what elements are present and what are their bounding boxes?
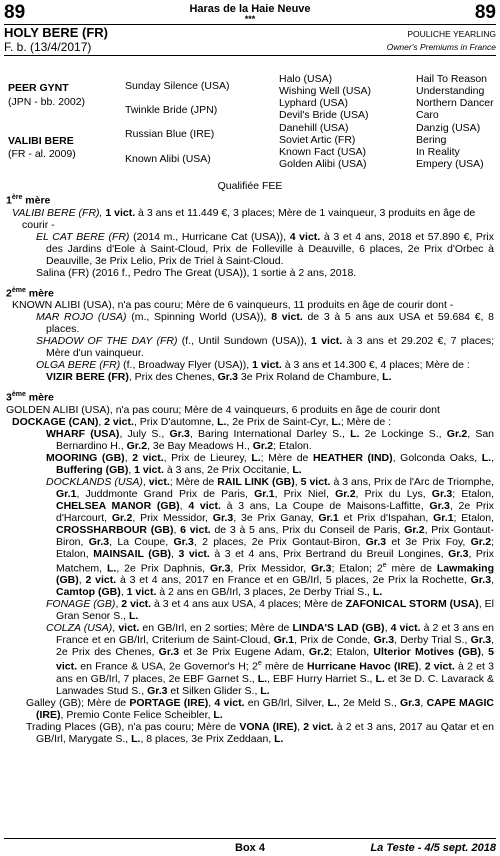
bold-text: WHARF (USA) — [46, 427, 120, 440]
bold-text: Gr.3 — [169, 427, 190, 440]
heading-sup: ère — [11, 194, 23, 201]
sire-name: PEER GYNT — [8, 82, 69, 94]
text: , — [115, 598, 122, 610]
text: (m., Spinning World (USA)), — [126, 311, 272, 323]
produce-name: EL CAT BERE (FR) — [36, 230, 130, 243]
heading-word: mère — [25, 287, 54, 299]
text: , Prix de Conde, — [294, 634, 374, 646]
bold-text: Gr.3 — [470, 574, 492, 586]
bold-text: CROSSHARBOUR (GB) — [56, 523, 174, 536]
text: à 2 et 3 ans, 2017 au Qatar et en GB/Irl, Marygate S., — [36, 720, 494, 745]
text: , — [171, 547, 179, 560]
text: , EBF Hurry Harriet S., — [267, 672, 376, 685]
third-dam-line — [6, 416, 494, 428]
wins: 1 vict. — [102, 206, 136, 219]
text: , 2 places, 2e Prix Gontaut-Biron, — [193, 535, 366, 548]
bold-text: Gr.2 — [446, 427, 468, 440]
text: , Prix D'automne, — [133, 415, 218, 428]
consignor-stars: *** — [244, 14, 256, 24]
text: à 3 et 4 ans, Prix Bertrand du Breuil Longines, — [209, 547, 449, 560]
gen4-2: Understanding — [416, 85, 485, 97]
text: , — [294, 475, 301, 488]
gen3-6: Soviet Artic (FR) — [279, 134, 356, 146]
text: , — [491, 451, 494, 464]
bold-text: 4 vict. — [188, 499, 221, 512]
heading-sup: ème — [11, 391, 26, 398]
italic-text: COLZA (USA) — [46, 622, 113, 634]
text: Galley (GB); Mère de — [26, 696, 130, 709]
bold-text: L. — [260, 684, 270, 697]
bold-text: L. — [331, 415, 341, 428]
bold-text: ZAFONICAL STORM (USA) — [345, 598, 479, 610]
text: ; Mère de : — [340, 415, 392, 428]
bold-text: Gr.3 — [311, 562, 332, 574]
bold-text: HEATHER (IND) — [312, 451, 393, 464]
bold-text: L. — [372, 586, 383, 598]
text: , — [128, 463, 135, 476]
gen4-8: Empery (USA) — [416, 158, 484, 170]
second-dam-produce-2 — [6, 335, 494, 359]
bold-text: Gr.1 — [254, 487, 275, 500]
third-dam-produce-list — [6, 416, 494, 745]
bold-text: 2 vict. — [104, 415, 134, 428]
heading-number: 2 — [6, 287, 12, 299]
text: 2e Lockinge S., — [359, 427, 447, 440]
italic-text: FONAGE (GB) — [46, 598, 116, 610]
text: , — [481, 646, 489, 658]
consignor-name: Haras de la Haie Neuve — [189, 3, 311, 15]
bold-text: 1 vict. — [126, 586, 157, 598]
text: , — [98, 415, 105, 428]
sire-info: (JPN - bb. 2002) — [8, 96, 86, 108]
bold-text: Gr.1 — [318, 511, 339, 524]
gen2-1: Sunday Silence (USA) — [125, 80, 230, 92]
third-dam-line — [6, 598, 494, 622]
bold-text: L. — [327, 696, 337, 709]
wins: 8 vict. — [271, 311, 303, 323]
bold-text: 4 vict. — [214, 696, 245, 709]
gen4-6: Bering — [416, 134, 447, 146]
bold-text: L. — [292, 463, 302, 476]
wins: 1 vict. — [252, 359, 282, 371]
text: , Prix Matchem, — [56, 547, 495, 574]
bold-text: Gr.3 — [147, 684, 168, 697]
text: , La Coupe, — [109, 535, 174, 548]
text: (2014 m., Hurricane Cat (USA)), — [129, 230, 290, 243]
text: à 3 ans, Prix de l'Arc de Triomphe, — [330, 475, 494, 488]
text: , — [384, 622, 391, 634]
text: , 2e Prix Daphnis, — [116, 562, 210, 574]
bold-text: Gr.2 — [470, 535, 492, 548]
footer-box: Box 4 — [235, 842, 265, 854]
text: et Prix d'Ispahan, — [338, 511, 434, 524]
bold-text: 5 vict. — [300, 475, 331, 488]
bold-text: VONA (IRE) — [239, 720, 298, 733]
horse-name: HOLY BERE (FR) — [4, 25, 109, 40]
third-dam-line — [6, 697, 494, 721]
second-dam-heading — [6, 285, 494, 300]
text: ; Mère de — [169, 475, 218, 488]
text: (f., Broadway Flyer (USA)), — [120, 359, 253, 371]
bold-text: Hurricane Havoc (IRE) — [307, 660, 419, 673]
bold-text: L. — [213, 708, 223, 721]
bold-text: RAIL LINK (GB) — [217, 475, 295, 488]
text: , Prix des Chenes, — [128, 371, 218, 383]
text: , Derby Trial S., — [394, 634, 471, 646]
text: , 3e Prix Ganay, — [233, 511, 319, 524]
text: et 3e D. C. Lavarack & Lanwades Stud S., — [56, 672, 494, 697]
bold-text: L. — [481, 451, 492, 464]
grade: L. — [382, 371, 392, 383]
bold-text: Gr.3 — [470, 634, 492, 646]
third-dam-line — [6, 721, 494, 745]
bold-text: MOORING (GB) — [46, 451, 125, 464]
bold-text: CAPE MAGIC (IRE) — [36, 696, 494, 721]
text: à 2 et 3 ans en France et en GB/Irl, Criterium de Saint-Cloud, — [56, 622, 494, 646]
bold-text: Gr.2 — [404, 523, 425, 536]
bold-text: 6 vict. — [180, 523, 211, 536]
bold-text: 2 vict. — [121, 598, 152, 610]
text: , Prix Messidor, — [230, 562, 312, 574]
bold-text: 1 vict. — [134, 463, 164, 476]
third-dam-line — [6, 476, 494, 599]
bold-text: L. — [274, 732, 284, 745]
bold-text: Gr.3 — [373, 634, 395, 646]
text: et 3e Prix Foy, — [386, 535, 471, 548]
text: à 2 et 3 ans en GB/Irl, 7 places, 2e EBF Garnet S., — [56, 660, 494, 685]
text: ; Etalon, — [453, 511, 494, 524]
bold-text: 2 vict. — [424, 660, 455, 673]
bold-text: Ulterior Motives (GB) — [373, 646, 482, 658]
text: ; Etalon, — [329, 646, 374, 658]
horse-category: POULICHE YEARLING — [407, 29, 496, 39]
heading-sup: ème — [11, 286, 26, 294]
text: de 3 à 5 ans aux USA et 59.684 €, 8 places. — [46, 311, 495, 335]
text: ; Etalon. — [273, 439, 312, 452]
bold-text: 3 vict. — [178, 547, 210, 560]
gen2-3: Russian Blue (IRE) — [125, 128, 215, 140]
bold-text: MAINSAIL (GB) — [93, 547, 172, 560]
pedigree-notes — [6, 192, 494, 745]
text: , Prix de Lieurey, — [163, 451, 252, 464]
text: e — [257, 660, 262, 667]
bold-text: Gr.2 — [252, 439, 274, 452]
bold-text: vict. — [148, 475, 170, 488]
text: à 3 ans, 2e Prix Occitanie, — [163, 463, 293, 476]
text: à 3 et 4 ans, 2018 et 57.890 €, Prix des Jardins d'Eole à Saint-Cloud, Prix de Folleville à Deauville, 6 places, 2e Prix d'Orbec à Deauville, 3e Prix Lelio, Prix de Triel à Saint-Cloud. — [46, 230, 494, 267]
bold-text: L. — [217, 415, 227, 428]
text: , El Gran Senor S., — [56, 598, 494, 622]
bold-text: PORTAGE (IRE) — [129, 696, 209, 709]
text: (f., Until Sundown (USA)), — [177, 335, 312, 347]
bold-text: Gr.3 — [158, 646, 180, 658]
heading-number: 3 — [6, 391, 12, 404]
gen2-2: Twinkle Bride (JPN) — [125, 104, 218, 116]
heading-word: mère — [25, 391, 54, 404]
text: à 3 ans et 29.202 €, 7 places; Mère d'un vainqueur. — [46, 335, 494, 359]
third-dam-line — [6, 452, 494, 476]
gen3-4: Devil's Bride (USA) — [279, 109, 369, 121]
text: à 3 ans et 11.449 €, 3 places; Mère de 1 vainqueur, 3 produits en âge de courir - — [22, 206, 476, 231]
bold-text: 5 vict. — [56, 646, 494, 673]
text: et 3e Prix Eugene Adam, — [179, 646, 309, 658]
second-dam-intro: KNOWN ALIBI (USA), n'a pas couru; Mère de 6 vainqueurs, 11 produits en âge de courir dont - — [12, 299, 454, 311]
text: , San Bernardino H., — [56, 427, 495, 452]
bold-text: L. — [257, 672, 268, 685]
bold-text: Gr.2 — [111, 511, 133, 524]
text: , — [297, 720, 304, 733]
text: à 3 ans, La Coupe de Maisons-Laffitte, — [220, 499, 430, 512]
bold-text: L. — [106, 562, 117, 574]
text: en GB/Irl, en 2 sorties; Mère de — [139, 622, 293, 634]
lot-number-right: 89 — [474, 2, 496, 23]
bold-text: 2 vict. — [132, 451, 164, 464]
wins: 4 vict. — [289, 230, 321, 243]
third-dam-line — [6, 428, 494, 452]
second-dam-produce-1 — [6, 311, 494, 335]
text: à 3 et 4 ans aux USA, 4 places; Mère de — [151, 598, 346, 610]
first-dam-produce-2: Salina (FR) (2016 f., Pedro The Great (USA)), 1 sortie à 2 ans, 2018. — [36, 266, 357, 279]
bold-text: L. — [131, 732, 141, 745]
italic-text: DOCKLANDS (USA) — [46, 475, 143, 488]
text: à 3 et 4 ans, 2017 en France et en GB/Irl, 5 places, 2e Prix la Rochette, — [116, 574, 471, 586]
text: , Golconda Oaks, — [392, 451, 482, 464]
gen2-4: Known Alibi (USA) — [125, 153, 211, 165]
text: e — [382, 561, 387, 569]
gen3-7: Known Fact (USA) — [279, 146, 366, 158]
text: ; Mère de — [260, 451, 313, 464]
gen3-3: Lyphard (USA) — [279, 97, 349, 109]
second-dam-grandproduce — [6, 371, 494, 383]
gen4-4: Caro — [416, 109, 439, 121]
bold-text: L. — [251, 451, 261, 464]
text: , — [208, 696, 215, 709]
bold-text: Gr.2 — [308, 646, 330, 658]
bold-text: 2 vict. — [303, 720, 334, 733]
text: , — [173, 523, 181, 536]
bold-text: 2 vict. — [85, 574, 117, 586]
text: , 8 places, 3e Prix Zeddaan, — [140, 732, 275, 745]
text: , Prix Messidor, — [132, 511, 213, 524]
dam-info: (FR - al. 2009) — [8, 148, 76, 160]
first-dam-produce-1 — [6, 231, 494, 267]
text: , 2e Meld S., — [336, 696, 400, 709]
text: mère de — [261, 660, 308, 673]
text: , — [179, 499, 189, 512]
text: , 2e Prix d'Harcourt, — [56, 499, 494, 524]
first-dam-heading — [6, 192, 494, 207]
bold-text: Lawmaking (GB) — [56, 562, 495, 586]
text: , Prix Gontaut-Biron, — [56, 523, 494, 548]
text: Trading Places (GB), n'a pas couru; Mère de — [26, 720, 240, 733]
text: en France & USA, 2e Governor's H; 2 — [77, 660, 258, 673]
gen4-3: Northern Dancer — [416, 97, 494, 109]
bold-text: 4 vict. — [390, 622, 421, 634]
text: ; Etalon; 2 — [331, 562, 383, 574]
grade: Gr.3 — [217, 371, 238, 383]
bold-text: Gr.3 — [431, 487, 453, 500]
text: ; Etalon, — [56, 535, 494, 560]
produce-name: MAR ROJO (USA) — [36, 311, 127, 323]
produce-name: OLGA BERE (FR) — [36, 359, 121, 371]
heading-word: mère — [22, 194, 51, 207]
text: , 2e Prix des Chenes, — [56, 634, 494, 658]
text: , July S., — [119, 427, 170, 440]
bold-text: Gr.3 — [448, 547, 469, 560]
bold-text: DOCKAGE (CAN) — [12, 415, 99, 428]
second-dam-produce-3 — [6, 359, 494, 371]
gen3-1: Halo (USA) — [279, 73, 333, 85]
horse-sex-foaled: F. b. (13/4/2017) — [4, 40, 92, 54]
text: , — [418, 660, 425, 673]
text: , Prix du Lys, — [355, 487, 432, 500]
heading-number: 1 — [6, 194, 12, 207]
dam-name-italic: VALIBI BERE (FR), — [12, 206, 103, 219]
bold-text: vict. — [118, 622, 140, 634]
owner-premium-note: Owner's Premiums in France — [386, 42, 496, 52]
text: mère de — [386, 562, 437, 574]
dam-name: VALIBI BERE — [8, 135, 74, 147]
text: , — [124, 451, 133, 464]
bold-text: Gr.3 — [429, 499, 450, 512]
bold-text: L. — [375, 672, 385, 685]
lot-number-left: 89 — [4, 2, 26, 23]
bold-text: Gr.1 — [56, 487, 77, 500]
text: , — [120, 586, 127, 598]
text: , — [112, 622, 119, 634]
footer-rule — [4, 838, 496, 839]
bold-text: LINDA'S LAD (GB) — [292, 622, 385, 634]
bold-text: Gr.1 — [433, 511, 454, 524]
produce-name: VIZIR BERE (FR) — [46, 371, 129, 383]
bold-text: Gr.3 — [212, 511, 234, 524]
text: à 2 ans en GB/Irl, 3 places, 2e Derby Trial S., — [156, 586, 373, 598]
gen4-1: Hail To Reason — [416, 73, 488, 85]
third-dam-intro: GOLDEN ALIBI (USA), n'a pas couru; Mère de 4 vainqueurs, 6 produits en âge de courir dont — [6, 403, 440, 416]
text: , — [420, 696, 427, 709]
gen3-8: Golden Alibi (USA) — [279, 158, 367, 170]
bold-text: Gr.3 — [88, 535, 110, 548]
bold-text: L. — [128, 610, 139, 622]
pedigree-top-rule — [4, 55, 496, 56]
text: ; Etalon, — [452, 487, 495, 500]
text: , 2e Prix de Saint-Cyr, — [226, 415, 332, 428]
bold-text: L. — [350, 427, 360, 440]
text: , 3e Bay Meadows H., — [147, 439, 253, 452]
third-dam-heading — [6, 389, 494, 404]
text: , — [78, 574, 86, 586]
text: , Premio Conte Felice Scheibler, — [60, 708, 214, 721]
text: à 3 ans et 14.300 €, 4 places; Mère de : — [281, 359, 470, 371]
first-dam-intro — [6, 207, 494, 231]
bold-text: Gr.2 — [126, 439, 148, 452]
bold-text: Gr.3 — [399, 696, 421, 709]
third-dam-line — [6, 622, 494, 697]
text: , Baring International Darley S., — [189, 427, 351, 440]
bold-text: Gr.1 — [273, 634, 295, 646]
footer-sale: La Teste - 4/5 sept. 2018 — [370, 842, 496, 854]
wins: 1 vict. — [311, 335, 343, 347]
text: , Prix Niel, — [274, 487, 336, 500]
bold-text: Gr.3 — [365, 535, 387, 548]
text: , — [491, 574, 494, 586]
bold-text: Buffering (GB) — [56, 463, 129, 476]
bold-text: Gr.3 — [173, 535, 194, 548]
gen3-5: Danehill (USA) — [279, 122, 349, 134]
bold-text: Gr.3 — [209, 562, 231, 574]
gen4-5: Danzig (USA) — [416, 122, 481, 134]
text: 3e Prix Roland de Chambure, — [238, 371, 383, 383]
gen3-2: Wishing Well (USA) — [279, 85, 371, 97]
bold-text: Camtop (GB) — [56, 586, 121, 598]
gen4-7: In Reality — [416, 146, 460, 158]
text: en GB/Irl, Silver, — [244, 696, 328, 709]
bold-text: CHELSEA MANOR (GB) — [56, 499, 180, 512]
bold-text: Gr.2 — [335, 487, 356, 500]
produce-name: SHADOW OF THE DAY (FR) — [36, 335, 178, 347]
text: de 3 à 5 ans, Prix du Conseil de Paris, — [210, 523, 405, 536]
text: et Silken Glider S., — [167, 684, 261, 697]
text: , — [142, 475, 149, 488]
text: , Juddmonte Grand Prix de Paris, — [76, 487, 255, 500]
fee-qualification: Qualifiée FEE — [217, 180, 283, 192]
